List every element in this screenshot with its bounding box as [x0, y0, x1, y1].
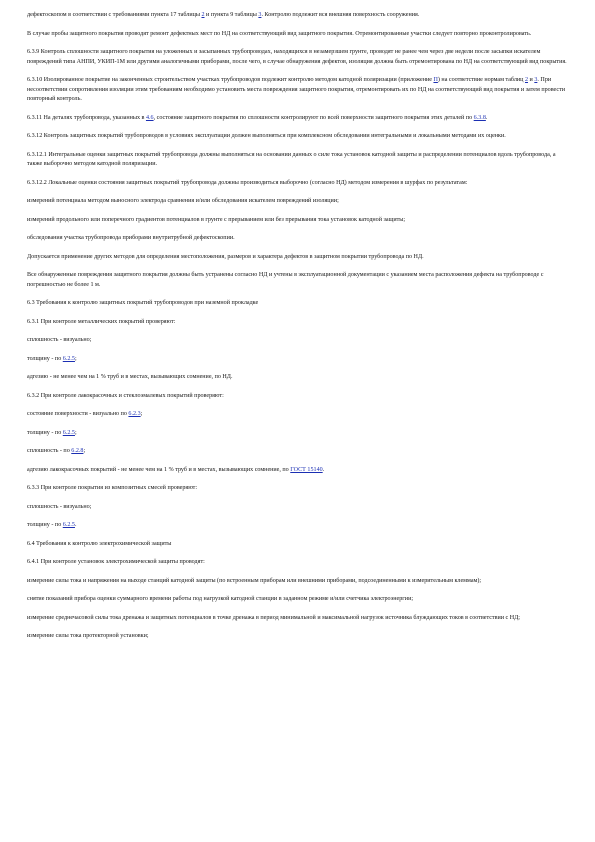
para-thickness-2 [27, 429, 570, 439]
para-other-methods [27, 253, 570, 263]
para-measure-current [27, 577, 570, 587]
para-6-3-12-1 [27, 151, 570, 170]
paragraph-text: снятие показаний прибора оценки суммарного времени работы под нагрузкой катодной станции в заданном режиме и/или счетчика электроэнергии; [27, 596, 414, 602]
para-adhesion-2 [27, 466, 570, 476]
para-measure-potential [27, 197, 570, 207]
para-6-3-2 [27, 392, 570, 402]
para-6-3-1 [27, 318, 570, 328]
paragraph-text: адгезию лакокрасочных покрытий - не менее чем на 1 % труб и в местах, вызывающих сомнение, по [27, 466, 291, 473]
cross-reference-link[interactable]: 6.2.5 [62, 522, 75, 528]
para-continuity-2 [27, 447, 570, 457]
paragraph-text: 6.3.9 Контроль сплошности защитного покрытия на уложенных и засыпанных трубопроводах, находящихся в незамерзшем грунте, проводят не ранее чем через две недели после засыпки искателем повреждений типа АНПИ, УКИП-1М или другими аналогичными приборами, после чего, в случае обнаружения дефектов, изоляция должна быть отремонтирована по НД на соответствующий вид покрытия. [27, 49, 567, 65]
paragraph-text: 6.3.11 На деталях трубопровода, указанных в [27, 114, 146, 121]
paragraph-text: 6.3.3 При контроле покрытия из композитных смесей проверяют: [27, 485, 198, 491]
paragraph-text: и [528, 77, 535, 83]
paragraph-text: и пункта 9 таблицы [204, 12, 259, 18]
paragraph-text: 6.3.12.2 Локальные оценки состояния защитных покрытий трубопровода должны производиться выборочно (согласно НД) методом измерения в шурфах по результатам: [27, 179, 468, 186]
paragraph-text: состояние поверхности - визуально по [27, 411, 129, 417]
para-defectoscopy [27, 11, 570, 21]
paragraph-text: измерение среднечасовой силы тока дренажа и защитных потенциалов в точке дренажа в период минимальной и максимальной нагрузок источника блуждающих токов в соответствии с НД; [27, 614, 520, 621]
para-6-3-12-2 [27, 179, 570, 189]
paragraph-text: дефектоскопом в соответствии с требованиями пункта 17 таблицы [27, 12, 202, 18]
paragraph-text: сплошность - по [27, 448, 72, 454]
para-samples-repair [27, 30, 570, 40]
paragraph-text: 6.3.2 При контроле лакокрасочных и стеклоэмалевых покрытий проверяют: [27, 392, 224, 399]
para-continuity-visual-3 [27, 503, 570, 513]
cross-reference-link[interactable]: 6.2.5 [62, 429, 75, 436]
paragraph-text: сплошность - визуально; [27, 503, 92, 510]
para-drainage [27, 614, 570, 624]
paragraph-text: 6.3.1 При контроле металлических покрытий проверяют: [27, 318, 176, 325]
paragraph-text: , состояние защитного покрытия по сплошности контролируют по всей поверхности защитного покрытия этих деталей по [153, 114, 474, 121]
para-6-3-9 [27, 48, 570, 67]
paragraph-text: Допускается применение других методов для определения местоположения, размеров и характера дефектов в защитном покрытии трубопровода по НД. [27, 253, 424, 260]
cross-reference-link[interactable]: 3 [258, 12, 262, 18]
para-surface-state [27, 410, 570, 420]
para-continuity-visual-1 [27, 336, 570, 346]
cross-reference-link[interactable]: 6.2.3 [128, 411, 141, 417]
paragraph-text: измерение силы тока протекторной установки; [27, 633, 149, 639]
para-detected-damage [27, 271, 570, 290]
paragraph-text: ; [140, 411, 143, 417]
cross-reference-link[interactable]: 2 [524, 77, 529, 83]
paragraph-text: . [74, 522, 77, 528]
cross-reference-link[interactable]: 6.2.5 [62, 355, 75, 362]
para-6-3 [27, 299, 570, 309]
cross-reference-link[interactable]: 6.3.8 [473, 114, 486, 121]
para-meter-readings [27, 595, 570, 605]
paragraph-text: В случае пробы защитного покрытия проводят ремонт дефектных мест по НД на соответствующий вид защитного покрытия. Отремонтированные участки следует повторно проконтролировать. [27, 30, 532, 37]
paragraph-text: толщину - по [27, 355, 63, 362]
para-6-4-1 [27, 558, 570, 568]
paragraph-text: . При несоответствии сопротивления изоляции этим требованиям необходимо установить места повреждения защитного покрытия, отремонтировать их по НД на соответствующий вид покрытия и затем провести повторный контроль. [27, 77, 566, 102]
paragraph-text: толщину - по [27, 429, 63, 436]
paragraph-text: ) на соответствие нормам таблиц [437, 77, 525, 83]
para-thickness-3 [27, 521, 570, 531]
paragraph-text: ; [74, 355, 77, 362]
para-6-3-3 [27, 484, 570, 494]
para-measure-gradient [27, 216, 570, 226]
paragraph-text: 6.4.1 При контроле установок электрохимической защиты проводят: [27, 559, 205, 565]
paragraph-text: 6.3.10 Изолированное покрытие на законченных строительством участках трубопроводов подлежит контролю методом катодной поляризации (приложение [27, 77, 434, 83]
para-inline-inspection [27, 234, 570, 244]
paragraph-text: сплошность - визуально; [27, 337, 92, 343]
paragraph-text: измерений потенциала методом выносного электрода сравнения и/или обследования искателем повреждений изоляции; [27, 198, 339, 204]
paragraph-text: толщину - по [27, 522, 63, 528]
paragraph-text: измерений продольного или поперечного градиентов потенциалов в грунте с прерыванием или без прерывания тока установок катодной защиты; [27, 216, 406, 223]
paragraph-text: ; [83, 448, 86, 454]
cross-reference-link[interactable]: 3 [534, 77, 538, 83]
paragraph-text: 6.3.12.1 Интегральные оценки защитных покрытий трубопровода должны выполняться на основании данных о силе тока установок катодной защиты и распределении потенциалов вдоль трубопровода, а также выборочно методом катодной поляризации. [27, 151, 556, 167]
paragraph-text: 6.3 Требования к контролю защитных покрытий трубопроводов при наземной прокладке [27, 300, 259, 306]
paragraph-text: измерение силы тока и напряжения на выходе станций катодной защиты (по встроенным приборам или внешними приборами, подсоединенными к измерительным клеммам); [27, 577, 482, 584]
para-thickness-1 [27, 355, 570, 365]
para-protector-current [27, 632, 570, 642]
paragraph-text: обследования участка трубопровода приборами внутритрубной дефектоскопии. [27, 235, 235, 241]
paragraph-text: . [485, 114, 488, 121]
document-body [27, 11, 570, 651]
cross-reference-link[interactable]: 4.6 [145, 114, 154, 121]
cross-reference-link[interactable]: 2 [201, 12, 205, 18]
paragraph-text: . [322, 466, 325, 473]
cross-reference-link[interactable]: 6.2.8 [71, 448, 84, 454]
paragraph-text: 6.4 Требования к контролю электрохимической защиты [27, 540, 172, 547]
paragraph-text: Все обнаруженные повреждения защитного покрытия должны быть устранены согласно НД и учтены в эксплуатационной документации с указанием места расположения дефекта на трубопроводе с погрешностью не более 1 м. [27, 272, 544, 288]
paragraph-text: . Контролю подлежит вся внешняя поверхность сооружения. [261, 12, 420, 18]
paragraph-text: 6.3.12 Контроль защитных покрытий трубопроводов в условиях эксплуатации должен выполняться при комплексном обследовании интегральными и локальными методами их оценки. [27, 133, 506, 139]
para-6-3-12 [27, 132, 570, 142]
para-6-4 [27, 540, 570, 550]
cross-reference-link[interactable]: ГОСТ 15140 [290, 466, 323, 473]
para-6-3-10 [27, 76, 570, 105]
paragraph-text: адгезию - не менее чем на 1 % труб и в местах, вызывающих сомнение, по НД. [27, 374, 233, 380]
paragraph-text: ; [74, 429, 77, 436]
para-adhesion-1 [27, 373, 570, 383]
para-6-3-11 [27, 114, 570, 124]
cross-reference-link[interactable]: П [433, 77, 438, 83]
